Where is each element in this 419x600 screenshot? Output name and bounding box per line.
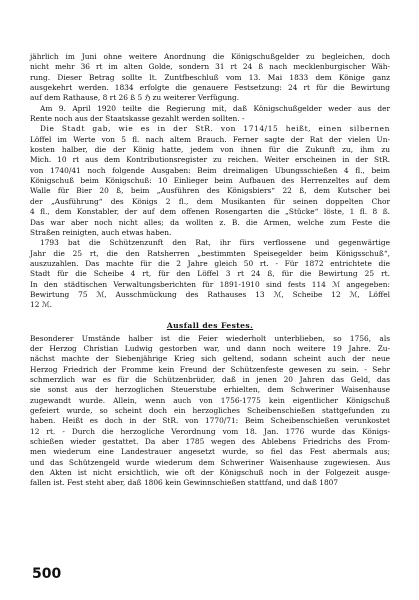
text-line: auf dem Rathause, 8 rt 26 ß 5 ℌ zu weiterer Verfügung. (30, 93, 240, 103)
text-line: men wiederum eine Landestrauer angesetzt wurde, so fiel das Fest abermals aus; (30, 447, 390, 457)
text-line: zugewandt wurde. Allein, wenn auch von 1756-1775 kein eigentlicher Königschuß (30, 395, 390, 405)
text-line: der „Ausführung“ des Königs 2 fl., dem Musikanten für seinen doppelten Chor (30, 196, 390, 206)
text-line: Mich. 10 rt aus dem Kontributionsregister zu reichen. Weiter erscheinen in der StR. (30, 155, 390, 165)
body-text-upper (30, 52, 390, 311)
paragraph (30, 104, 390, 125)
text-line: Walle für Bier 20 ß, beim „Ausführen des Königsbiers“ 22 ß, dem Kutscher bei (30, 186, 390, 196)
paragraph (30, 124, 390, 238)
text-line: auszuzahlen. Das machte für die 2 Jahre gleich 50 rt. - Für 1872 entrichtete die (30, 258, 390, 268)
text-line: Herzog Friedrich der Fromme kein Freund der Schützenfeste gewesen zu sein. - Sehr (30, 364, 390, 374)
text-line: nicht mehr 36 rt im alten Golde, sondern 31 rt 24 ß nach mecklenburgischer Wäh- (30, 62, 390, 72)
text-line: der Herzog Christian Ludwig gestorben war, und dann noch weitere 19 Jahre. Zu- (30, 343, 390, 353)
text-line: Rente noch aus der Staatskasse gezahlt werden sollten. - (30, 114, 245, 124)
text-line: Straßen reinigten, auch etwas haben. (30, 227, 172, 237)
text-line: ausgekehrt werden. 1834 erfolgte die genauere Festsetzung: 24 rt für die Bewirtung (30, 83, 390, 93)
text-line: nächst machte der Siebenjährige Krieg sich geltend, sodann scheint auch der neue (30, 354, 390, 364)
text-line: Löffel im Werte von 5 fl. nach altem Brauch. Ferner sagte der Rat der vielen Un- (30, 134, 390, 144)
text-line: kosten halber, die der König hatte, jedem von ihnen für die Zukunft zu, ihm zu (30, 145, 390, 155)
text-line: schießen wieder gestattet. Da aber 1785 wegen des Ablebens Friedrichs des From- (30, 437, 390, 447)
text-line: und das Schützengeld wurde wiederum dem Schweriner Waisenhause zugewiesen. Aus (30, 457, 390, 467)
text-line: Jahr die 25 rt, die den Ratsherren „bestimmten Speisegelder beim Königsschuß“, (30, 248, 390, 258)
text-line: Die Stadt gab, wie es in der StR. von 1714/15 heißt, einen silbernen (40, 124, 390, 134)
text-line: 12 rt. - Durch die herzogliche Verordnung vom 18. Jan. 1776 wurde das Königs- (30, 426, 390, 436)
document-page (30, 52, 390, 489)
paragraph (30, 238, 390, 310)
text-line: den Akten ist nicht ersichtlich, wie oft der Königschuß noch in der Folgezeit ausge- (30, 468, 390, 478)
text-line: Stadt für die Scheibe 4 rt, für den Löffel 3 rt 24 ß, für die Bewirtung 25 rt. (30, 269, 390, 279)
text-line: Am 9. April 1920 teilte die Regierung mit, daß Königschußgelder weder aus der (40, 103, 390, 113)
paragraph (30, 334, 390, 489)
text-line: jährlich im Juni ohne weitere Anordnung die Königschußgelder zu begleichen, doch (30, 52, 390, 61)
section-heading-text: Ausfall des Festes. (166, 320, 254, 330)
text-line: von 1740/41 noch folgende Ausgaben: Beim dreimaligen Ubungsschießen 4 fl., beim (30, 165, 390, 175)
text-line: Besonderer Umstände halber ist die Feier wiederholt unterblieben, so 1756, als (30, 333, 390, 343)
text-line: rung. Dieser Betrag sollte lt. Zuntfbeschluß vom 13. Mai 1833 dem Könige ganz (30, 72, 390, 82)
text-line: Königschuß beim Königschuß: 10 Einlieger beim Aufbauen des Herrenzeltes auf dem (30, 176, 390, 186)
text-line: Das war aber noch nicht alles; da wollten z. B. die Armen, welche zum Feste die (30, 217, 390, 227)
text-line: schmerzlich war es für die Schützenbrüder, daß in jenen 20 Jahren das Geld, das (30, 374, 390, 384)
text-line: Bewirtung 75 ℳ, Ausschmückung des Rathauses 13 ℳ, Scheibe 12 ℳ, Löffel (30, 289, 390, 299)
text-line: 1793 bat die Schützenzunft den Rat, ihr fürs verflossene und gegenwärtige (40, 238, 390, 248)
text-line: 4 fl., dem Konstabler, der auf dem offenen Rosengarten die „Stücke“ löste, 1 fl. 8 ß. (30, 207, 390, 217)
page-number: 500 (32, 566, 62, 582)
text-line: fallen ist. Fest steht aber, daß 1806 kein Gewinnschießen stattfand, und daß 1807 (30, 478, 339, 488)
body-text-lower (30, 334, 390, 489)
text-line: haben. Heißt es doch in der StR. von 1770/71: Beim Scheibenschießen verunkostet (30, 416, 390, 426)
text-line: sie sonst aus der herzoglichen Steuerstube erhielten, dem Schweriner Waisenhause (30, 385, 390, 395)
text-line: gefeiert wurde, so scheint doch ein herzogliches Scheibenschießen stattgefunden zu (30, 406, 390, 415)
text-line: 12 ℳ. (30, 300, 53, 310)
section-heading (30, 321, 390, 330)
paragraph (30, 52, 390, 104)
text-line: In den städtischen Verwaltungsberichten für 1891-1910 sind fests 114 ℳ angegeben: (30, 279, 390, 289)
